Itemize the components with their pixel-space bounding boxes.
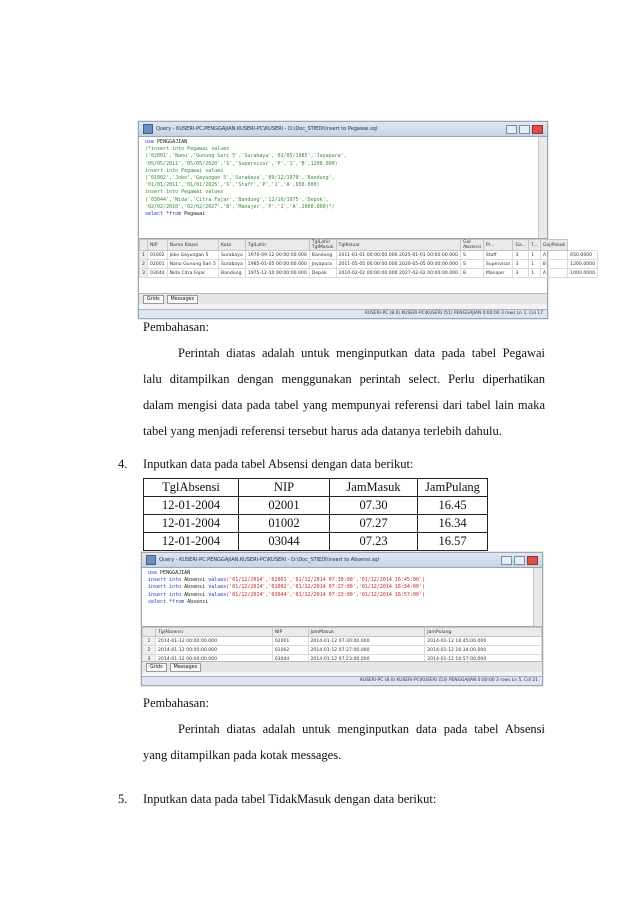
table-row — [144, 515, 488, 533]
grid-cell: Bandung — [309, 251, 336, 260]
code-token: ('01/12/2014','02001','01/12/2014 07:30:00','01/12/2014 16:45:00') — [226, 577, 425, 584]
maximize-icon[interactable] — [514, 556, 525, 565]
table-cell: 12-01-2004 — [144, 497, 239, 515]
grid-row[interactable] — [140, 251, 598, 260]
grid-cell: 02001 — [147, 260, 167, 269]
pembahasan-line: tabel yang menjadi referensi tersebut harus ada datanya terlebih dahulu. — [143, 424, 502, 438]
code-line[interactable] — [148, 570, 528, 577]
code-token: Absensi — [184, 577, 209, 584]
code-line[interactable] — [148, 599, 528, 606]
table-cell: 16.57 — [418, 533, 488, 551]
row-number: 3 — [143, 655, 156, 664]
code-line[interactable] — [145, 146, 533, 153]
code-line[interactable] — [148, 584, 528, 591]
code-token: ('02001','Nanu','Gunung Sari 5','Surabaya','01/05/1985','Jayapura', — [145, 153, 347, 160]
table-cell: 12-01-2004 — [144, 515, 239, 533]
row-number-header — [143, 628, 156, 637]
grid-cell: 2014-01-12 16:45:00.000 — [425, 637, 542, 646]
row-number: 1 — [143, 637, 156, 646]
code-line[interactable] — [145, 153, 533, 160]
grid-cell: 1970-09-12 00:00:00.000 — [245, 251, 309, 260]
maximize-icon[interactable] — [519, 125, 530, 134]
code-token: '05/05/2011','05/05/2020','S','Supervisor','P','1','B',1200.000) — [145, 160, 338, 167]
grid-cell: 1 — [529, 251, 541, 260]
grid-column-header[interactable]: TglLahir TglMasuk — [309, 240, 336, 251]
grid-cell: 3 — [513, 251, 529, 260]
grid-cell: Joko Gayungan 5 — [167, 251, 218, 260]
grid-cell: 2014-01-12 16:34:00.000 — [425, 646, 542, 655]
grid-column-header[interactable]: GajiPokok — [540, 240, 567, 251]
results-tabbar — [142, 661, 542, 672]
code-token: values — [208, 591, 227, 598]
grid-cell: 2014-01-12 00:00:00.000 — [156, 637, 273, 646]
table-cell: 07.30 — [330, 497, 418, 515]
grid-cell: 3 — [513, 260, 529, 269]
results-tabbar — [139, 293, 547, 304]
table-cell: 03044 — [239, 533, 330, 551]
grid-cell: 1200.0000 — [568, 260, 598, 269]
code-token: '01/01/2011','01/01/2025','S','Staff','P','1','A',650.000) — [145, 182, 320, 189]
column-header: TglAbsensi — [144, 479, 239, 497]
row-number-header — [140, 240, 148, 251]
grid-cell: 03044 — [147, 269, 167, 278]
code-token: Absensi — [187, 598, 209, 605]
pembahasan-line: yang ditampilkan pada kotak messages. — [143, 748, 342, 762]
grid-row[interactable] — [143, 637, 542, 646]
sql-file-icon — [146, 555, 156, 565]
grid-cell: Nida Citra Fajar — [167, 269, 218, 278]
pembahasan-line: lalu ditampilkan dengan menggunakan perintah select. Perlu diperhatikan — [143, 372, 545, 386]
grid-row[interactable] — [140, 269, 598, 278]
list-number-4: 4. — [118, 457, 128, 471]
grid-cell: Depok — [309, 269, 336, 278]
grid-column-header[interactable]: Gol Absensi — [461, 240, 484, 251]
table-cell: 12-01-2004 — [144, 533, 239, 551]
grid-column-header[interactable]: JamPulang — [425, 628, 542, 637]
close-icon[interactable] — [527, 556, 538, 565]
column-header: NIP — [239, 479, 330, 497]
instruction-text-4: Inputkan data pada tabel Absensi dengan data berikut: — [143, 457, 414, 471]
code-line[interactable] — [145, 175, 533, 182]
grid-column-header[interactable]: Ga... — [513, 240, 529, 251]
minimize-icon[interactable] — [506, 125, 517, 134]
code-line[interactable] — [145, 168, 533, 175]
grid-column-header[interactable]: NIP — [272, 628, 308, 637]
table-cell: 07.23 — [330, 533, 418, 551]
instruction-text-5: Inputkan data pada tabel TidakMasuk dengan data berikut: — [143, 792, 437, 806]
grid-cell: Surabaya — [218, 260, 245, 269]
results-grid — [139, 238, 596, 293]
code-token: Absensi — [184, 591, 209, 598]
grid-column-header[interactable]: Nama Klasei — [167, 240, 218, 251]
code-token: ('01/12/2014','03044','01/12/2014 07:23:00','01/12/2014 16:57:00') — [226, 591, 425, 598]
grid-column-header[interactable]: TglKeluar — [336, 240, 461, 251]
results-grid — [142, 626, 542, 661]
code-line[interactable] — [145, 161, 533, 168]
table-cell: 02001 — [239, 497, 330, 515]
code-line[interactable] — [148, 592, 528, 599]
table-cell: 01002 — [239, 515, 330, 533]
grid-cell: Manajer — [483, 269, 513, 278]
row-number: 2 — [143, 646, 156, 655]
window-titlebar — [139, 122, 547, 137]
row-number: 1 — [140, 251, 148, 260]
grid-cell: 1985-01-05 00:00:00.000 — [245, 260, 309, 269]
code-token: select — [148, 598, 170, 605]
grid-cell: B — [540, 260, 567, 269]
grid-cell: B — [461, 269, 484, 278]
grid-cell: A — [540, 251, 567, 260]
sql-editor[interactable] — [139, 137, 539, 238]
window-titlebar — [142, 553, 542, 568]
grid-cell: Surabaya — [218, 251, 245, 260]
grid-row[interactable] — [143, 646, 542, 655]
grid-column-header[interactable]: TglLahir — [245, 240, 309, 251]
grid-cell: 01002 — [272, 646, 308, 655]
code-token: select — [145, 211, 167, 218]
pembahasan-line: dalam mengisi data pada tabel yang mempunyai referensi dari tabel lain maka — [143, 398, 545, 412]
sql-editor[interactable] — [142, 568, 534, 626]
code-token: PENGGAJIAN — [157, 139, 188, 145]
code-token: ('01/12/2014','01002','01/12/2014 07:27:00','01/12/2014 16:34:00') — [226, 584, 425, 591]
window-title: Query - KUSERI-PC.PENGGAJIAN.KUSERI-PC\KUSERI - D:\Doc_STIEDI\insert to Absensi.sql — [159, 557, 379, 563]
grid-column-header[interactable]: T... — [529, 240, 541, 251]
grid-cell: 2010-02-02 00:00:00.000 2027-02-02 00:00:00.000 — [336, 269, 461, 278]
code-token: values — [208, 577, 227, 584]
pembahasan-heading-2: Pembahasan: — [143, 696, 209, 710]
code-token: use — [148, 570, 161, 576]
grid-cell: 02001 — [272, 637, 308, 646]
code-token: insert into Pegawai values — [145, 167, 224, 174]
grid-cell: A — [540, 269, 567, 278]
code-line[interactable] — [145, 189, 533, 196]
grid-column-header[interactable]: Pr... — [483, 240, 513, 251]
table-row — [144, 497, 488, 515]
window-title: Query - KUSERI-PC.PENGGAJIAN.KUSERI-PC\KUSERI - D:\Doc_STIEDI\insert to Pegawai.sql — [156, 126, 378, 132]
column-header: JamPulang — [418, 479, 488, 497]
code-token: from — [172, 598, 188, 605]
grid-row[interactable] — [140, 260, 598, 269]
code-token: values — [208, 584, 227, 591]
grid-cell: 2014-01-12 07:27:00.000 — [308, 646, 425, 655]
grid-cell: 2014-01-12 07:23:00.000 — [308, 655, 425, 664]
grid-cell: 1975-12-10 00:00:00.000 — [245, 269, 309, 278]
code-line[interactable] — [148, 577, 528, 584]
code-token: PENGGAJIAN — [160, 570, 191, 576]
sql-file-icon — [143, 124, 153, 134]
code-token: '02/02/2010','02/02/2027','B','Manajer','P','1','A',1000.000)*/ — [145, 203, 335, 210]
code-token: ('01002','Joko','Gayungan 5','Surabaya','09/12/1970','Bandung', — [145, 175, 335, 182]
query-window-absensi — [141, 552, 543, 686]
grid-cell: 650.0000 — [568, 251, 598, 260]
code-token: insert into — [148, 577, 185, 584]
code-token: * — [169, 598, 173, 605]
pembahasan-line: Perintah diatas adalah untuk menginputkan data pada tabel Absensi — [178, 722, 545, 736]
grid-cell: 2014-01-12 00:00:00.000 — [156, 646, 273, 655]
code-line[interactable] — [145, 139, 533, 146]
grid-cell: Bandung — [218, 269, 245, 278]
grid-cell: 2014-01-12 07:30:00.000 — [308, 637, 425, 646]
code-line[interactable] — [145, 197, 533, 204]
grid-cell: 1 — [529, 269, 541, 278]
table-cell: 16.34 — [418, 515, 488, 533]
grid-cell: 3 — [513, 269, 529, 278]
code-line[interactable] — [145, 182, 533, 189]
table-cell: 16.45 — [418, 497, 488, 515]
status-bar: KUSERI-PC (8.0) KUSERI-PC\KUSERI (51) PENGGAJIAN 0:00:00 3 rows Ln 1, Col 17 — [139, 309, 547, 318]
grid-cell: 2011-05-05 00:00:00.000 2020-05-05 00:00:00.000 — [336, 260, 461, 269]
grid-cell: 1 — [529, 260, 541, 269]
grid-cell: S — [461, 251, 484, 260]
query-window-pegawai — [138, 121, 596, 319]
code-token: insert into — [148, 584, 185, 591]
tab-messages[interactable]: Messages — [167, 295, 199, 304]
grid-cell: 03044 — [272, 655, 308, 664]
close-icon[interactable] — [532, 125, 543, 134]
grid-column-header[interactable]: JamMasuk — [308, 628, 425, 637]
grid-cell: Staff — [483, 251, 513, 260]
code-line[interactable] — [145, 211, 533, 218]
tab-grids[interactable]: Grids — [143, 295, 164, 304]
code-token: use — [145, 139, 158, 145]
grid-cell: Jayapura — [309, 260, 336, 269]
minimize-icon[interactable] — [501, 556, 512, 565]
grid-column-header[interactable]: Kota — [218, 240, 245, 251]
grid-column-header[interactable]: NIP — [147, 240, 167, 251]
tab-messages[interactable]: Messages — [170, 663, 202, 672]
row-number: 2 — [140, 260, 148, 269]
grid-cell: 2014-01-12 00:00:00.000 — [156, 655, 273, 664]
code-token: from — [169, 211, 185, 218]
list-number-5: 5. — [118, 792, 128, 806]
editor-scrollbar[interactable] — [538, 137, 547, 238]
table-cell: 07.27 — [330, 515, 418, 533]
code-token: Pegawai — [184, 211, 206, 218]
table-row — [144, 533, 488, 551]
grid-cell: S — [461, 260, 484, 269]
pembahasan-line: Perintah diatas adalah untuk menginputkan data pada tabel Pegawai — [178, 346, 545, 360]
grid-cell: Nanu Gunung Sari 5 — [167, 260, 218, 269]
grid-cell: 01002 — [147, 251, 167, 260]
code-token: * — [166, 211, 170, 218]
row-number: 3 — [140, 269, 148, 278]
pembahasan-heading-1: Pembahasan: — [143, 320, 209, 334]
grid-cell: 2011-01-01 00:00:00.000 2025-01-01 00:00:00.000 — [336, 251, 461, 260]
grid-cell: Supervisor — [483, 260, 513, 269]
code-line[interactable] — [145, 204, 533, 211]
tab-grids[interactable]: Grids — [146, 663, 167, 672]
code-token: /*insert into Pegawai values — [145, 146, 230, 153]
grid-cell: 1000.0000 — [568, 269, 598, 278]
code-token: ('03044','Nida','Citra Fajar','Bandung','12/10/1975','Depok', — [145, 196, 329, 203]
code-token: Absensi — [184, 584, 209, 591]
status-bar: KUSERI-PC (8.0) KUSERI-PC\KUSERI (53) PENGGAJIAN 0:00:00 3 rows Ln 5, Col 21 — [142, 676, 542, 685]
editor-scrollbar[interactable] — [533, 568, 542, 626]
code-token: insert into — [148, 591, 185, 598]
code-token: insert into Pegawai values — [145, 189, 224, 196]
absensi-data-table — [143, 478, 488, 551]
grid-column-header[interactable]: TglAbsensi — [156, 628, 273, 637]
column-header: JamMasuk — [330, 479, 418, 497]
grid-cell: 2014-01-12 16:57:00.000 — [425, 655, 542, 664]
